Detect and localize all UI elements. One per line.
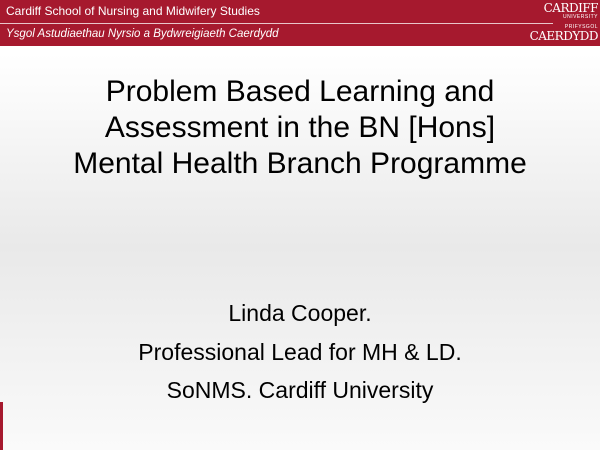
- school-name: Cardiff School of Nursing and Midwifery Studies: [6, 4, 260, 18]
- left-edge-accent: [0, 402, 3, 450]
- logo-word-prifysgol: PRIFYSGOL: [564, 24, 598, 30]
- logo-word-cardiff: CARDIFF: [543, 1, 598, 15]
- presenter-name: Linda Cooper.: [228, 300, 372, 326]
- logo-word-university: UNIVERSITY: [562, 14, 598, 20]
- presenter-role: Professional Lead for MH & LD.: [138, 339, 462, 365]
- school-name-welsh: Ysgol Astudiaethau Nyrsio a Bydwreigiaeth Caerdydd: [6, 28, 279, 40]
- presenter-affiliation: SoNMS. Cardiff University: [166, 377, 434, 403]
- header-banner: [0, 0, 600, 46]
- slide-title: Problem Based Learning and Assessment in the BN [Hons] Mental Health Branch Programme: [73, 75, 527, 180]
- header-divider: [0, 23, 553, 24]
- cardiff-university-logo: [529, 0, 600, 46]
- logo-word-caerdydd: CAERDYDD: [529, 29, 598, 43]
